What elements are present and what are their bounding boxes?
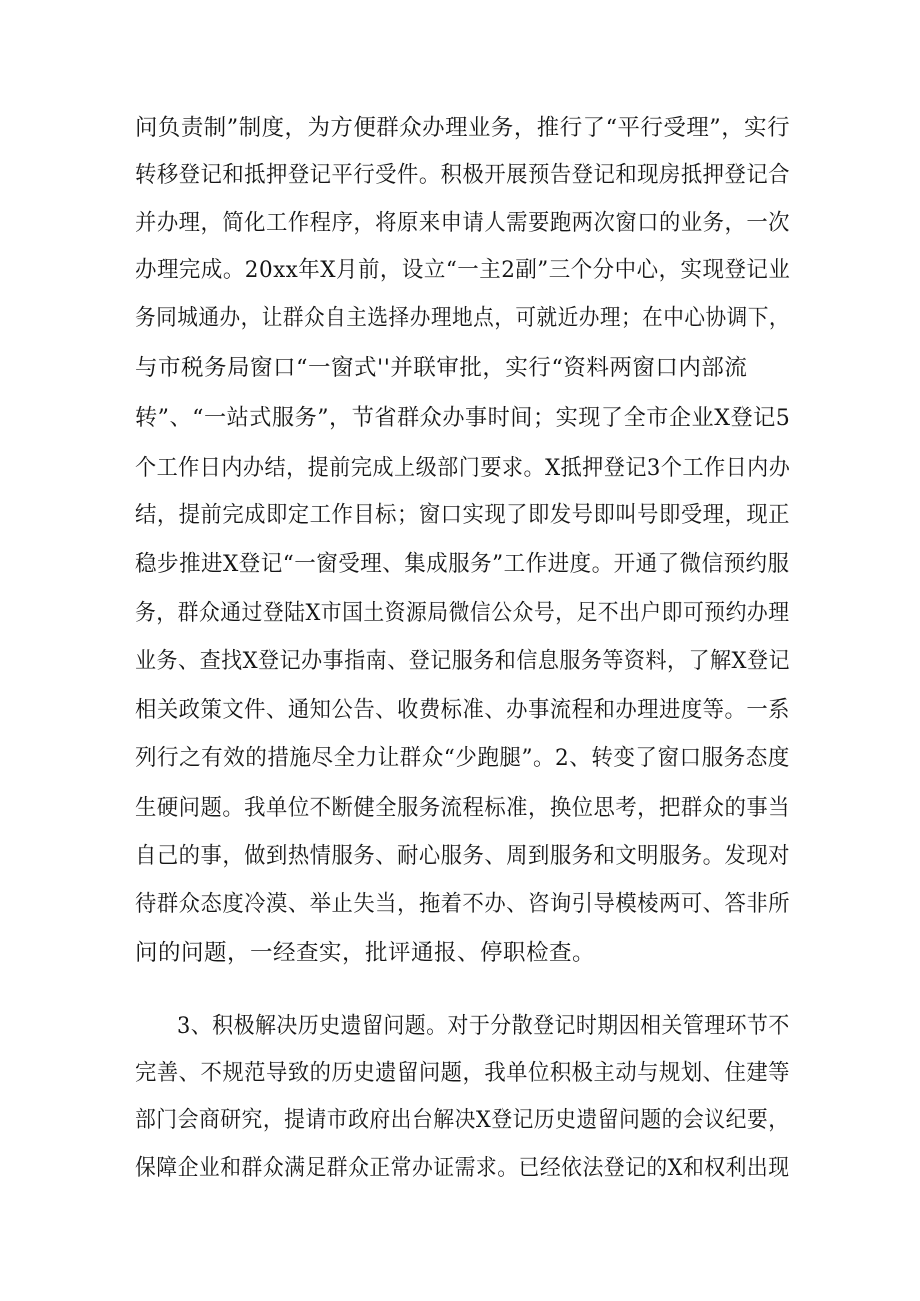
text-line: 生硬问题。我单位不断健全服务流程标准，换位思考，把群众的事当 bbox=[135, 795, 791, 821]
text-line: 保障企业和群众满足群众正常办证需求。已经依法登记的X和权利出现 bbox=[135, 1155, 790, 1181]
text-line: 相关政策文件、通知公告、收费标准、办事流程和办理进度等。一系 bbox=[135, 697, 791, 723]
text-line: 自己的事，做到热情服务、耐心服务、周到服务和文明服务。发现对 bbox=[135, 843, 791, 869]
text-line: 个工作日内办结，提前完成上级部门要求。X抵押登记3个工作日内办 bbox=[135, 455, 791, 481]
text-line: 问负责制”制度，为方便群众办理业务，推行了“平行受理”，实行 bbox=[135, 115, 791, 141]
text-line: 并办理，简化工作程序，将原来申请人需要跑两次窗口的业务，一次 bbox=[135, 210, 791, 236]
text-line: 部门会商研究，提请市政府出台解决X登记历史遗留问题的会议纪要， bbox=[135, 1107, 790, 1133]
text-line: 完善、不规范导致的历史遗留问题，我单位积极主动与规划、住建等 bbox=[135, 1060, 791, 1086]
text-line: 办理完成。20xx年X月前，设立“一主2副”三个分中心，实现登记业 bbox=[135, 257, 791, 283]
text-line: 转移登记和抵押登记平行受件。积极开展预告登记和现房抵押登记合 bbox=[135, 162, 791, 188]
text-line: 务同城通办，让群众自主选择办理地点，可就近办理；在中心协调下， bbox=[135, 305, 791, 331]
text-line: 结，提前完成即定工作目标；窗口实现了即发号即叫号即受理，现正 bbox=[135, 502, 791, 528]
text-line: 业务、查找X登记办事指南、登记服务和信息服务等资料，了解X登记 bbox=[135, 648, 791, 674]
text-line: 务，群众通过登陆X市国土资源局微信公众号，足不出户即可预约办理 bbox=[135, 600, 790, 626]
text-line: 问的问题，一经查实，批评通报、停职检查。 bbox=[135, 940, 596, 966]
text-line: 转”、“一站式服务”，节省群众办事时间；实现了全市企业X登记5 bbox=[135, 405, 791, 431]
text-line: 3、积极解决历史遗留问题。对于分散登记时期因相关管理环节不 bbox=[177, 1013, 790, 1039]
text-line: 待群众态度冷漠、举止失当，拖着不办、咨询引导模棱两可、答非所 bbox=[135, 891, 791, 917]
text-line: 稳步推进X登记“一窗受理、集成服务”工作进度。开通了微信预约服 bbox=[135, 551, 790, 577]
text-line: 列行之有效的措施尽全力让群众“少跑腿”。2、转变了窗口服务态度 bbox=[135, 745, 790, 771]
text-line: 与市税务局窗口“一窗式''并联审批，实行“资料两窗口内部流 bbox=[135, 355, 748, 381]
